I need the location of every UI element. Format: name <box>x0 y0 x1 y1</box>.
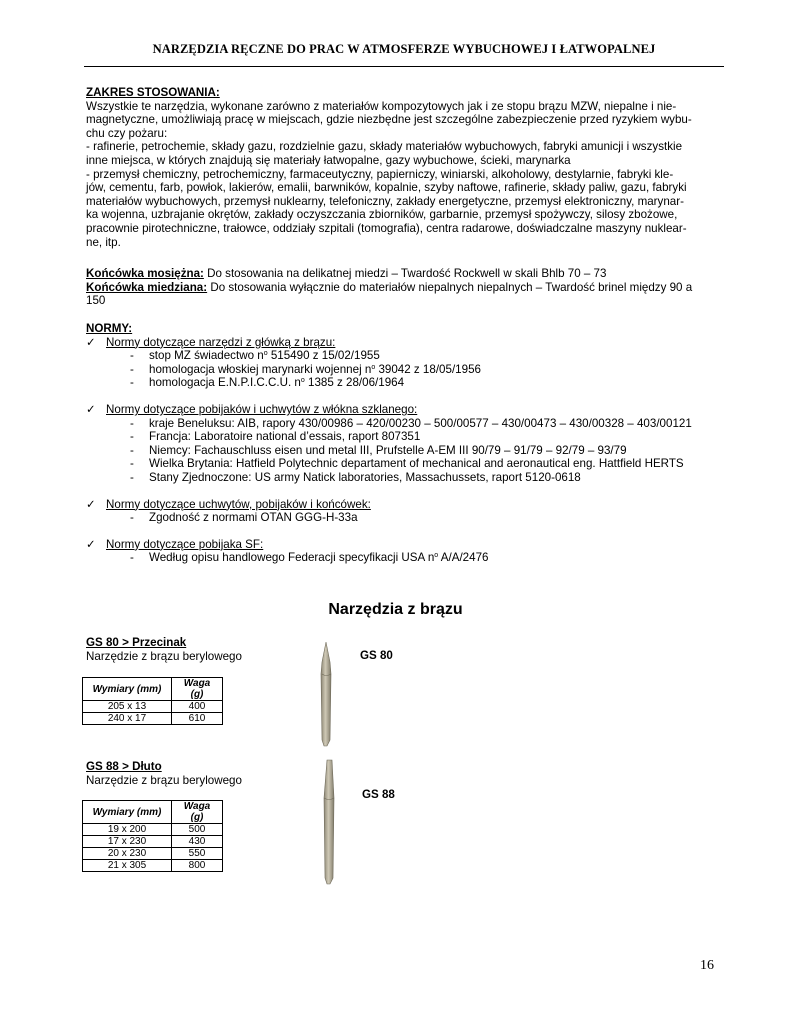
gs88-spec-table <box>82 800 223 872</box>
table-cell: 205 x 13 <box>83 701 172 713</box>
checkmark-icon: ✓ <box>86 335 96 349</box>
norms-section <box>86 322 726 565</box>
norm-group-title: ✓ Normy dotyczące narzędzi z główką z brązu: <box>86 335 336 349</box>
table-cell: 19 x 200 <box>83 824 172 836</box>
gs80-title: GS 80 > Przecinak <box>86 636 187 649</box>
gs88-title: GS 88 > Dłuto <box>86 760 162 773</box>
page-header-title: NARZĘDZIA RĘCZNE DO PRAC W ATMOSFERZE WYBUCHOWEJ I ŁATWOPALNEJ <box>152 42 656 56</box>
table-row <box>83 713 223 725</box>
norm-item: - kraje Beneluksu: AIB, rapory 430/00986 – 420/00230 – 500/00577 – 430/00473 – 430/00328 – 403/00121 <box>130 416 692 430</box>
gs88-chisel-image <box>316 758 342 886</box>
copper-tip-line <box>86 281 726 295</box>
scope-line: materiałów wybuchowych, przemysł nuklearny, telefoniczny, zakłady energetyczne, przemysł elektroniczny, marynar- <box>86 194 684 208</box>
checkmark-icon: ✓ <box>86 537 96 551</box>
copper-tip-text: Do stosowania wyłącznie do materiałów niepalnych niepalnych – Twardość brinel między 90 a <box>207 280 693 294</box>
gs88-subtitle: Narzędzie z brązu berylowego <box>86 773 242 787</box>
scope-line: pracownie pirotechniczne, trałowce, oddziały szpitali (tomografia), centra radarowe, doświadczalne maszyny nuklear- <box>86 221 687 235</box>
table-row <box>83 836 223 848</box>
gs80-spec-table <box>82 677 223 725</box>
table-cell: 800 <box>172 860 223 872</box>
table-cell: 430 <box>172 836 223 848</box>
copper-tip-line-cont: 150 <box>86 294 106 308</box>
norm-item: - Francja: Laboratoire national d’essais, raport 807351 <box>130 430 421 444</box>
norm-item: - Stany Zjednoczone: US army Natick laboratories, Massachussets, raport 5120-0618 <box>130 470 581 484</box>
table-cell: 400 <box>172 701 223 713</box>
products-section-title: Narzędzia z brązu <box>328 601 463 618</box>
column-header: Waga (g) <box>172 801 223 824</box>
norm-item: - homologacja włoskiej marynarki wojennej $n^o$ 39042 z 18/05/1956 <box>130 362 481 376</box>
gs80-subtitle: Narzędzie z brązu berylowego <box>86 649 242 663</box>
norm-group-title: ✓ Normy dotyczące uchwytów, pobijaków i końcówek: <box>86 497 371 511</box>
column-header: Wymiary (mm) <box>83 801 172 824</box>
table-row <box>83 860 223 872</box>
scope-line: chu czy pożaru: <box>86 126 168 140</box>
gs80-spec-table-wrap <box>82 677 223 725</box>
table-cell: 17 x 230 <box>83 836 172 848</box>
scope-line: jów, cementu, farb, powłok, lakierów, emalii, barwników, kopalnie, szyby naftowe, rafinerie, składy paliw, gazu, fabryki <box>86 181 687 195</box>
gs88-product <box>86 760 326 787</box>
column-header: Wymiary (mm) <box>83 678 172 701</box>
norm-group-title: ✓ Normy dotyczące pobijaków i uchwytów z włókna szklanego: <box>86 402 418 416</box>
norms-heading: NORMY: <box>86 322 133 335</box>
table-header-row <box>83 801 223 824</box>
table-row <box>83 701 223 713</box>
table-cell: 240 x 17 <box>83 713 172 725</box>
brass-tip-text: Do stosowania na delikatnej miedzi – Twardość Rockwell w skali Bhlb 70 – 73 <box>203 267 607 280</box>
table-cell: 550 <box>172 848 223 860</box>
checkmark-icon: ✓ <box>86 402 96 416</box>
scope-line: inne miejsca, w których znajdują się materiały łatwopalne, gazy wybuchowe, ścieki, marynarka <box>86 153 571 167</box>
table-row <box>83 824 223 836</box>
norm-item: - Zgodność z normami OTAN GGG-H-33a <box>130 511 358 525</box>
page-number: 16 <box>700 958 714 973</box>
scope-heading: ZAKRES STOSOWANIA: <box>86 86 220 99</box>
gs80-image-label: GS 80 <box>360 649 393 662</box>
column-header: Waga (g) <box>172 678 223 701</box>
scope-line: Wszystkie te narzędzia, wykonane zarówno z materiałów kompozytowych jak i ze stopu brązu MZW, niepalne i nie- <box>86 99 677 113</box>
scope-section <box>86 86 726 249</box>
table-row <box>83 848 223 860</box>
norm-item: - Wielka Brytania: Hatfield Polytechnic departament of mechanical and aeronautical eng. Hattfield HERTS <box>130 457 684 471</box>
table-cell: 20 x 230 <box>83 848 172 860</box>
scope-line: ne, itp. <box>86 235 121 249</box>
norm-item: - stop MZ świadectwo $n^o$ 515490 z 15/02/1955 <box>130 349 380 363</box>
scope-line: - rafinerie, petrochemie, składy gazu, rozdzielnie gazu, składy materiałów wybuchowych, fabryki amunicji i wszystkie <box>86 140 683 154</box>
scope-line: ka wojenna, uzbrajanie okrętów, zakłady oczyszczania zbiorników, garbarnie, przemysł spożywczy, silosy zbożowe, <box>86 208 678 222</box>
gs80-chisel-image <box>310 640 342 748</box>
gs88-spec-table-wrap <box>82 800 223 872</box>
norm-item: - Według opisu handlowego Federacji specyfikacji USA $n^o$ A/A/2476 <box>130 551 489 565</box>
gs80-product <box>86 636 326 663</box>
copper-tip-label: Końcówka miedziana: <box>86 280 208 294</box>
scope-line: magnetyczne, umożliwiają pracę w miejscach, gdzie niezbędne jest szczególne zabezpieczenie przed ryzykiem wybu- <box>86 113 692 127</box>
norm-group-title: ✓ Normy dotyczące pobijaka SF: <box>86 537 264 551</box>
gs88-image-label: GS 88 <box>362 788 395 801</box>
norm-item: - homologacja E.N.P.I.C.C.U. $n^o$ 1385 z 28/06/1964 <box>130 376 405 390</box>
tips-section <box>86 267 726 308</box>
norm-item: - Niemcy: Fachauschluss eisen und metal III, Prufstelle A-EM III 90/79 – 91/79 – 92/79 – 93/79 <box>130 443 627 457</box>
checkmark-icon: ✓ <box>86 497 96 511</box>
table-cell: 21 x 305 <box>83 860 172 872</box>
table-cell: 500 <box>172 824 223 836</box>
scope-line: - przemysł chemiczny, petrochemiczny, farmaceutyczny, papierniczy, winiarski, alkoholowy, destylarnie, fabryki kle- <box>86 167 674 181</box>
header-rule <box>84 66 724 67</box>
table-cell: 610 <box>172 713 223 725</box>
brass-tip-line <box>86 267 726 281</box>
brass-tip-label: Końcówka mosiężna: <box>86 267 204 280</box>
table-header-row <box>83 678 223 701</box>
